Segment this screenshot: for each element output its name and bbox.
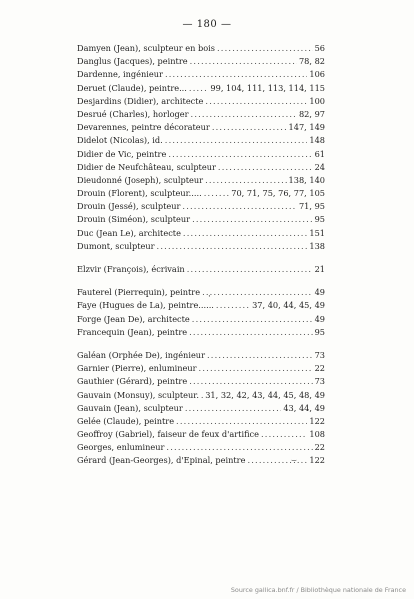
- entry-pages: 108: [309, 429, 325, 440]
- entry-pages: 95: [314, 326, 325, 337]
- dot-leader: [157, 240, 308, 253]
- dot-leader: [166, 441, 312, 454]
- entry-pages: 78, 82: [298, 56, 325, 67]
- entry-name: Forge (Jean De), architecte: [77, 313, 190, 324]
- entry-pages: 138: [309, 240, 325, 251]
- index-entry: [77, 349, 325, 362]
- stray-mark: ·: [208, 292, 211, 302]
- index-group: [77, 286, 325, 339]
- index-entry: [77, 389, 325, 402]
- dot-leader: [216, 299, 250, 312]
- entry-name: Galéan (Orphée De), ingénieur: [77, 349, 205, 360]
- entry-name: Damyen (Jean), sculpteur en bois: [77, 43, 215, 53]
- entry-pages: 100: [309, 95, 325, 106]
- dot-leader: [187, 263, 313, 276]
- entry-name: Gauthier (Gérard), peintre: [77, 376, 188, 387]
- entry-name: Devarennes, peintre décorateur: [77, 122, 210, 133]
- entry-pages: 31, 32, 42, 43, 44, 45, 48, 49: [205, 389, 325, 400]
- entry-name: Francequin (Jean), peintre: [77, 326, 188, 337]
- index-entry: [77, 174, 325, 187]
- index-entry: [77, 441, 325, 454]
- entry-pages: 43, 44, 49: [283, 402, 325, 413]
- entry-pages: 148: [309, 135, 325, 146]
- dot-leader: [205, 174, 286, 187]
- index-entry: [77, 55, 325, 68]
- dot-leader: [189, 375, 312, 388]
- index-entry: [77, 161, 325, 174]
- entry-pages: 49: [314, 287, 325, 298]
- entry-name: Duc (Jean Le), architecte: [77, 227, 181, 238]
- dot-leader: [261, 428, 307, 441]
- entry-name: Didier de Neufchâteau, sculpteur: [77, 161, 216, 172]
- index-entry: [77, 227, 325, 240]
- dot-leader: [192, 213, 313, 226]
- group-gap: [77, 276, 325, 286]
- dot-leader: [201, 389, 203, 402]
- dot-leader: [212, 121, 287, 134]
- dot-leader: [191, 108, 297, 121]
- group-gap: [77, 339, 325, 349]
- page-number: — 180 —: [182, 19, 232, 30]
- index-entry: [77, 68, 325, 81]
- entry-name: Geoffroy (Gabriel), faiseur de feux d'artifice: [77, 429, 259, 440]
- index-entry: [77, 213, 325, 226]
- dot-leader: [218, 161, 313, 174]
- index-entry: [77, 415, 325, 428]
- index-entry: [77, 313, 325, 326]
- entry-pages: 21: [314, 264, 325, 274]
- dot-leader: [202, 286, 313, 299]
- entry-pages: 122: [309, 415, 325, 426]
- entry-pages: 56: [314, 43, 325, 53]
- dot-leader: [183, 227, 307, 240]
- index-entry: [77, 42, 325, 55]
- dot-leader: [217, 42, 313, 55]
- dot-leader: [185, 402, 282, 415]
- entry-name: Faye (Hugues de La), peintre......: [77, 300, 214, 311]
- entry-name: Gelée (Claude), peintre: [77, 415, 175, 426]
- entry-pages: 22: [314, 442, 325, 453]
- entry-name: Gauvain (Monsuy), sculpteur.: [77, 389, 199, 400]
- dot-leader: [190, 55, 297, 68]
- index-entry: [77, 299, 325, 312]
- entry-name: Gauvain (Jean), sculpteur: [77, 402, 183, 413]
- index-entry: [77, 134, 325, 147]
- entry-pages: 37, 40, 44, 45, 49: [252, 300, 325, 311]
- index-entry: [77, 263, 325, 276]
- entry-pages: 122: [309, 455, 325, 466]
- entry-pages: 24: [314, 161, 325, 172]
- dot-leader: [165, 68, 307, 81]
- entry-name: Didelot (Nicolas), id.: [77, 135, 163, 146]
- entry-pages: 82, 97: [298, 108, 325, 119]
- index-entry: [77, 286, 325, 299]
- dot-leader: [247, 454, 307, 467]
- entry-pages: 73: [314, 376, 325, 387]
- entry-pages: 99, 104, 111, 113, 114, 115: [210, 82, 325, 93]
- index-entry: [77, 402, 325, 415]
- index-entry: [77, 95, 325, 108]
- entry-pages: 147, 149: [288, 122, 325, 133]
- dot-leader: [207, 349, 313, 362]
- entry-pages: 106: [309, 69, 325, 80]
- dot-leader: [176, 415, 307, 428]
- entry-name: Desrué (Charles), horloger: [77, 108, 189, 119]
- entry-name: Georges, enlumineur: [77, 442, 165, 453]
- dot-leader: [204, 187, 230, 200]
- index-entry: [77, 82, 325, 95]
- dot-leader: [189, 326, 312, 339]
- entry-name: Elzvir (François), écrivain: [77, 264, 185, 274]
- dot-leader: [182, 200, 297, 213]
- dot-leader: [168, 148, 312, 161]
- entry-name: Dieudonné (Joseph), sculpteur: [77, 174, 204, 185]
- entry-name: Dumont, sculpteur: [77, 240, 155, 251]
- entry-name: Deruet (Claude), peintre...: [77, 82, 187, 93]
- entry-name: Desjardins (Didier), architecte: [77, 95, 204, 106]
- index-group: [77, 42, 325, 253]
- entry-pages: 71, 95: [298, 201, 325, 212]
- index-entry: [77, 200, 325, 213]
- entry-pages: 95: [314, 214, 325, 225]
- entry-name: Garnier (Pierre), enlumineur: [77, 363, 197, 374]
- index-entry: [77, 187, 325, 200]
- index-entry: [77, 362, 325, 375]
- index-entry: [77, 108, 325, 121]
- index-entry: [77, 240, 325, 253]
- entry-pages: 73: [314, 349, 325, 360]
- entry-pages: 49: [314, 313, 325, 324]
- entry-name: Drouin (Florent), sculpteur.....: [77, 188, 202, 199]
- closing-mark: ⌣: [291, 456, 297, 466]
- entry-pages: 151: [309, 227, 325, 238]
- entry-name: Dardenne, ingénieur: [77, 69, 163, 80]
- entry-pages: 22: [314, 363, 325, 374]
- entry-name: Drouin (Siméon), sculpteur: [77, 214, 191, 225]
- group-gap: [77, 253, 325, 263]
- index-entry: [77, 454, 325, 467]
- dot-leader: [189, 82, 209, 95]
- dot-leader: [192, 313, 313, 326]
- artist-index: [77, 42, 325, 468]
- footer-source: Source gallica.bnf.fr / Bibliothèque nationale de France: [230, 586, 406, 594]
- entry-name: Gérard (Jean-Georges), d'Epinal, peintre: [77, 455, 246, 466]
- entry-pages: 70, 71, 75, 76, 77, 105: [231, 188, 325, 199]
- entry-pages: 138, 140: [288, 174, 325, 185]
- index-entry: [77, 428, 325, 441]
- index-entry: [77, 326, 325, 339]
- entry-name: Fauterel (Pierrequin), peintre: [77, 287, 201, 298]
- entry-name: Danglus (Jacques), peintre: [77, 56, 188, 67]
- dot-leader: [199, 362, 313, 375]
- entry-pages: 61: [314, 148, 325, 159]
- index-group: [77, 349, 325, 468]
- index-entry: [77, 375, 325, 388]
- index-group: [77, 263, 325, 276]
- entry-name: Didier de Vic, peintre: [77, 148, 167, 159]
- dot-leader: [165, 134, 308, 147]
- entry-name: Drouin (Jessé), sculpteur: [77, 201, 181, 212]
- index-entry: [77, 148, 325, 161]
- index-entry: [77, 121, 325, 134]
- dot-leader: [205, 95, 307, 108]
